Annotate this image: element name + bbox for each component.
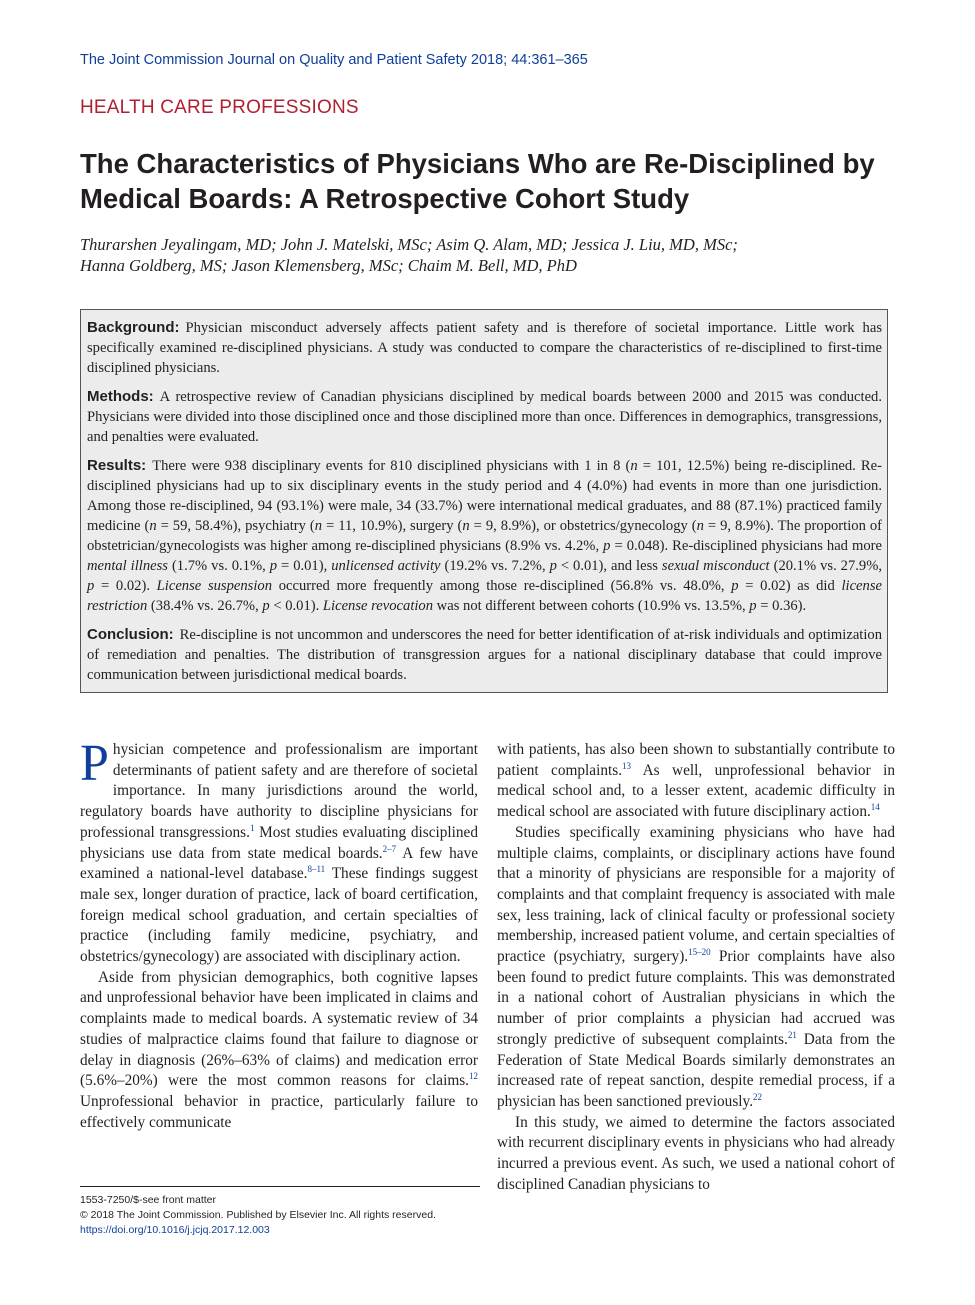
body-paragraph (80, 968, 478, 1134)
reference-link[interactable]: 14 (870, 802, 880, 813)
stat-n: n (696, 518, 704, 534)
doi-link[interactable]: https://doi.org/10.1016/j.jcjq.2017.12.003 (80, 1224, 270, 1236)
results-text: = 0.02) as did (738, 578, 842, 594)
body-text: hysician competence and professionalism are important determinants of patient safety and are therefore of societal importance. In many jurisdictions around the world, regulatory boards have authority to discipline physicians for professional transgressions. (80, 741, 478, 841)
stat-n: n (149, 518, 157, 534)
body-paragraph (80, 735, 479, 968)
stat-p: p (269, 558, 278, 574)
results-text: was not different between cohorts (10.9% vs. 13.5%, (433, 598, 750, 614)
stat-p: p (749, 598, 757, 614)
stat-p: p (731, 578, 739, 594)
term-license-suspension: License suspension (156, 578, 273, 594)
body-column-right (497, 740, 895, 1195)
results-text: = 0.01), (277, 558, 332, 574)
results-text: (20.1% vs. 27.9%, (769, 558, 883, 574)
authors-line-2: Hanna Goldberg, MS; Jason Klemensberg, MSc; Chaim M. Bell, MD, PhD (80, 256, 577, 275)
reference-link[interactable]: 22 (753, 1091, 763, 1102)
stat-n: n (314, 518, 323, 534)
body-paragraph (497, 740, 895, 823)
results-text: = 59, 58.4%), psychiatry ( (156, 518, 315, 534)
body-text: Most studies evaluating disciplined physicians use data from state medical boards. (80, 823, 478, 862)
results-text: occurred more frequently among those re-disciplined (56.8% vs. 48.0%, (272, 578, 732, 594)
reference-link[interactable]: 8–11 (307, 864, 326, 875)
body-text: These findings suggest male sex, longer duration of practice, lack of board certification, foreign medical school graduation, and certain specialties of practice (including family medicine, psychiatry, and obstetrics/gynecology) are associated with disciplinary action. (80, 865, 478, 966)
results-text: (19.2% vs. 7.2%, (440, 558, 550, 574)
results-text: (1.7% vs. 0.1%, (167, 558, 270, 574)
results-heading: Results: (87, 457, 147, 474)
results-text: < 0.01), and less (556, 558, 662, 574)
results-text: There were 938 disciplinary events for 810 disciplined physicians with 1 in 8 ( (152, 458, 631, 474)
term-unlicensed-activity: unlicensed activity (331, 558, 441, 574)
reference-link[interactable]: 1 (249, 822, 255, 833)
conclusion-heading: Conclusion: (87, 626, 174, 643)
stat-p: p (603, 538, 611, 554)
abstract-box (80, 309, 888, 693)
background-heading: Background: (87, 319, 180, 336)
stat-p: p (87, 578, 95, 594)
body-paragraph (497, 823, 895, 1113)
results-text: = 101, 12.5%) being re-disciplined. Re-disciplined physicians had up to six disciplinary events in the study period and 4 (4.0%) had events in more than one jurisdiction. Among those re-disciplined, 94 (93.1%) were male, 34 (33.7%) were international medical graduates, and 88 (87.1%) practiced family medicine ( (87, 458, 882, 534)
background-text: Physician misconduct adversely affects patient safety and is therefore of societal importance. Little work has specifically examined re-disciplined physicians. A study was conducted to compare the characteristics of re-disciplined to first-time disciplined physicians. (87, 320, 882, 376)
body-text: As well, unprofessional behavior in medical school and, to a lesser extent, academic difficulty in medical school are associated with future disciplinary action. (497, 761, 895, 821)
author-list (80, 234, 880, 276)
issn-line: 1553-7250/$-see front matter (80, 1194, 216, 1206)
body-text: Studies specifically examining physicians who have had multiple claims, complaints, or disciplinary actions have found that a minority of physicians are responsible for a majority of complaints and that complaint frequency is associated with male sex, less training, lack of clinical faculty or professional society membership, increased patient volume, and certain specialties of practice (psychiatry, surgery). (497, 823, 895, 966)
abstract-conclusion (87, 625, 882, 685)
results-text: < 0.01). (269, 598, 323, 614)
footnote (80, 1186, 480, 1238)
reference-link[interactable]: 2–7 (382, 843, 397, 854)
conclusion-text: Re-discipline is not uncommon and underscores the need for better identification of at-risk individuals and optimization of remediation and penalties. The distribution of transgression argues for a national disciplinary database that could improve communication between jurisdictional medical boards. (87, 627, 882, 683)
reference-link[interactable]: 12 (469, 1071, 478, 1082)
term-sexual-misconduct: sexual misconduct (661, 558, 770, 574)
body-text: Prior complaints have also been found to predict future complaints. This was demonstrated in a national cohort of Australian physicians in which the number of prior complaints a physician had accrued was strongly predictive of subsequent complaints. (497, 948, 895, 1048)
reference-link[interactable]: 13 (622, 760, 632, 771)
results-text: = 0.048). Re-disciplined physicians had more (610, 538, 882, 554)
reference-link[interactable]: 21 (787, 1029, 797, 1040)
body-text: Unprofessional behavior in practice, particularly failure to effectively communicate (80, 1092, 478, 1131)
term-mental-illness: mental illness (87, 558, 168, 574)
stat-n: n (462, 518, 470, 534)
section-label: HEALTH CARE PROFESSIONS (80, 97, 359, 118)
body-text: Data from the Federation of State Medical Boards similarly demonstrates an increased rate of repeat sanction, despite remedial process, if a physician has been sanctioned previously. (497, 1030, 895, 1110)
results-text: = 0.02). (94, 578, 157, 594)
body-paragraph: In this study, we aimed to determine the factors associated with recurrent disciplinary events in physicians who had already incurred a previous event. As such, we used a national cohort of disciplined Canadian physicians to (497, 1113, 895, 1193)
results-text: (38.4% vs. 26.7%, (147, 598, 263, 614)
term-license-revocation: License revocation (322, 598, 434, 614)
stat-n: n (630, 458, 638, 474)
results-text: = 11, 10.9%), surgery ( (322, 518, 463, 534)
reference-link[interactable]: 15–20 (688, 946, 711, 957)
body-text: Aside from physician demographics, both cognitive lapses and unprofessional behavior have been implicated in claims and complaints made to medical boards. A systematic review of 34 studies of malpractice claims found that failure to diagnose or delay in diagnosis (26%–63% of claims) and medication error (5.6%–20%) were the most common reasons for claims. (80, 968, 478, 1090)
journal-citation: The Joint Commission Journal on Quality and Patient Safety 2018; 44:361–365 (80, 52, 588, 68)
drop-cap: P (80, 735, 109, 792)
authors-line-1: Thurarshen Jeyalingam, MD; John J. Matelski, MSc; Asim Q. Alam, MD; Jessica J. Liu, MD, MSc; (80, 235, 738, 254)
stat-p: p (549, 558, 557, 574)
body-column-left (80, 735, 479, 1133)
term-license-restriction: license restriction (87, 578, 882, 614)
results-text: = 9, 8.9%). The proportion of obstetrician/gynecologists was higher among re-disciplined physicians (8.9% vs. 4.2%, (87, 518, 882, 554)
methods-text: A retrospective review of Canadian physicians disciplined by medical boards between 2000 and 2015 was conducted. Physicians were divided into those disciplined once and those disciplined more than once. Differences in demographics, transgressions, and penalties were evaluated. (87, 389, 882, 445)
abstract-methods (87, 387, 882, 447)
results-text: = 0.36). (756, 598, 807, 614)
body-text: with patients, has also been shown to substantially contribute to patient complaints. (497, 741, 895, 779)
abstract-background (87, 318, 882, 378)
abstract-results (87, 456, 882, 616)
body-text: A few have examined a national-level database. (80, 844, 479, 883)
stat-p: p (262, 598, 270, 614)
article-title: The Characteristics of Physicians Who are Re-Disciplined by Medical Boards: A Retrospective Cohort Study (80, 148, 875, 214)
copyright-line: © 2018 The Joint Commission. Published by Elsevier Inc. All rights reserved. (80, 1209, 436, 1221)
results-text: = 9, 8.9%), or obstetrics/gynecology ( (469, 518, 697, 534)
methods-heading: Methods: (87, 388, 154, 405)
